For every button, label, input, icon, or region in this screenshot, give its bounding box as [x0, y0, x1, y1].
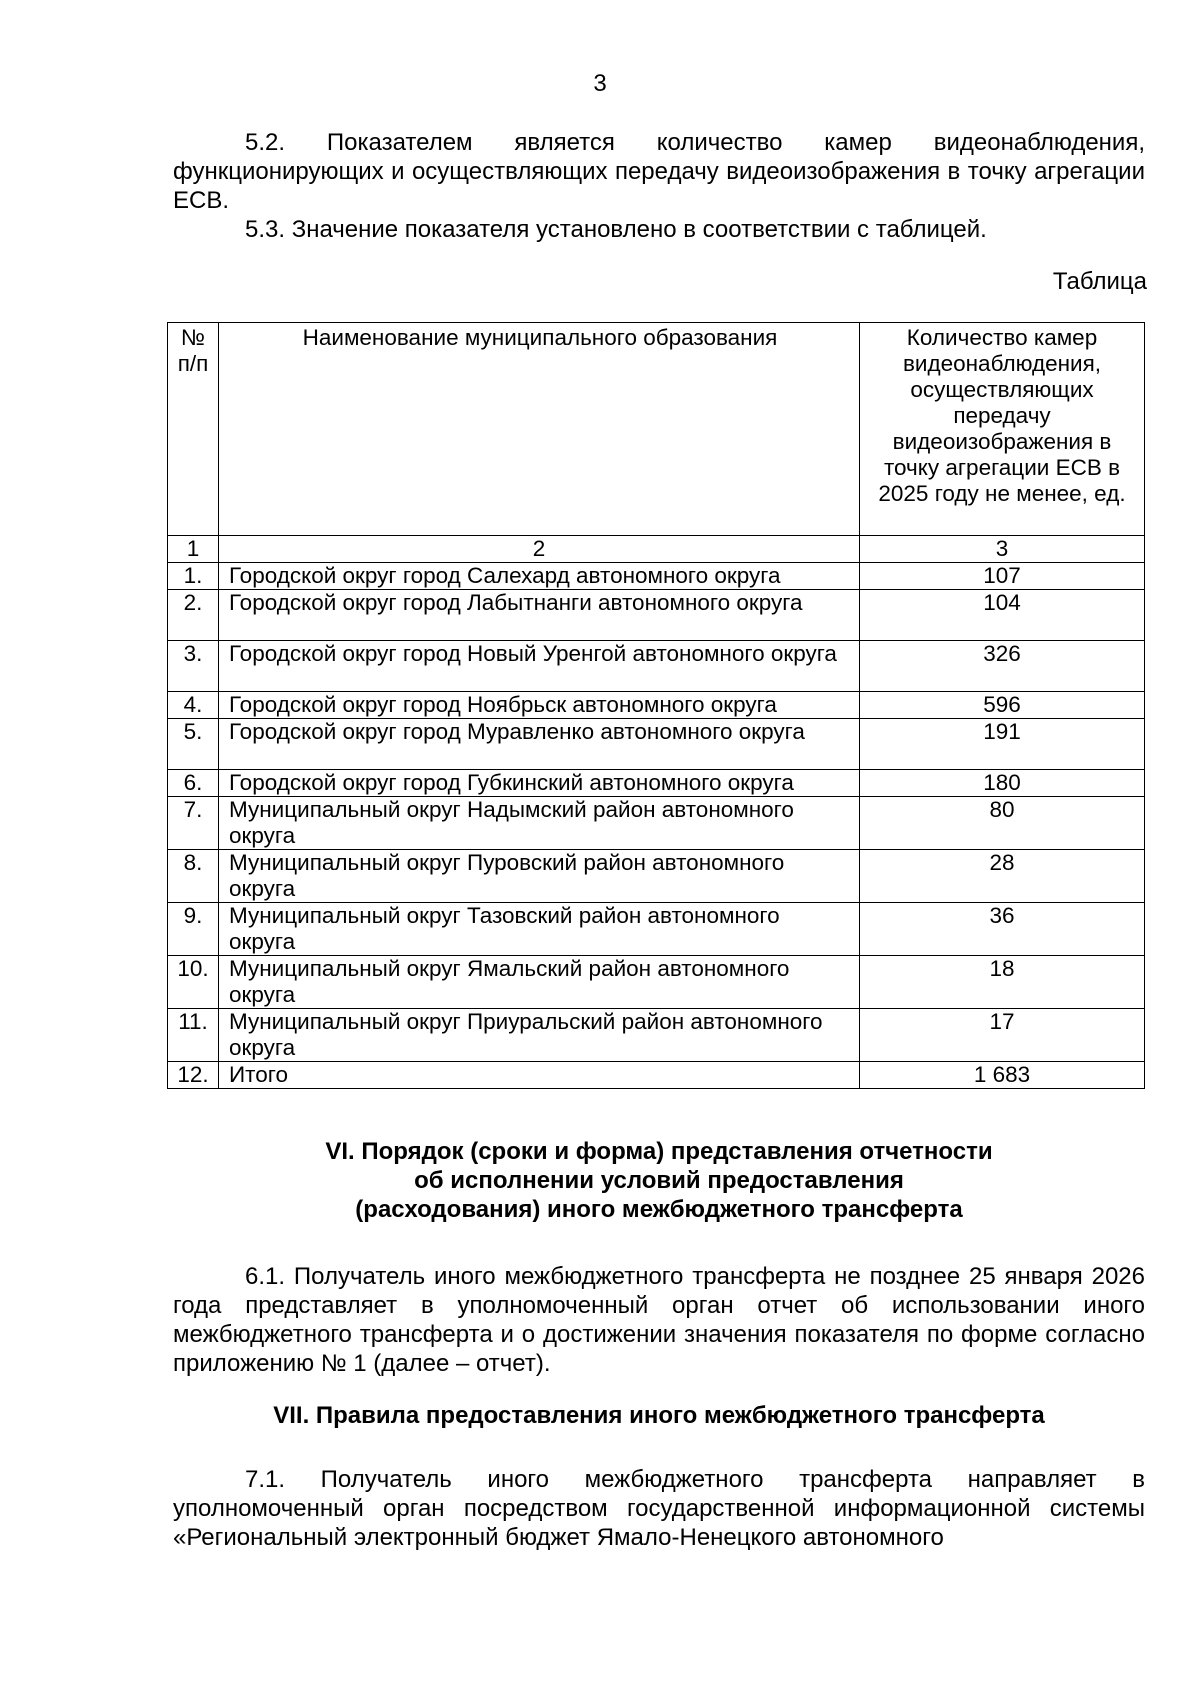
row-name: Городской округ город Муравленко автономного округа: [219, 719, 860, 770]
section-7-heading: VII. Правила предоставления иного межбюджетного трансферта: [273, 1402, 1045, 1429]
table-row: [168, 956, 1145, 1009]
header-col-cameras: Количество камер видеонаблюдения, осуществляющих передачу видеоизображения в точку агрегации ЕСВ в 2025 году не менее, ед.: [860, 323, 1145, 536]
table-header-row: [168, 323, 1145, 536]
paragraph-6-1: 6.1. Получатель иного межбюджетного трансферта не позднее 25 января 2026 года представляет в уполномоченный орган отчет об использовании иного межбюджетного трансферта и о достижении значения показателя по форме согласно приложению № 1 (далее – отчет).: [173, 1263, 1145, 1377]
row-value: 1 683: [860, 1062, 1145, 1089]
row-name: Муниципальный округ Приуральский район автономного округа: [219, 1009, 860, 1062]
column-number-3: 3: [860, 536, 1145, 563]
table-row: [168, 692, 1145, 719]
table-row: [168, 1009, 1145, 1062]
row-number: 4.: [168, 692, 219, 719]
row-value: 107: [860, 563, 1145, 590]
row-number: 3.: [168, 641, 219, 692]
row-value: 104: [860, 590, 1145, 641]
table-row: [168, 797, 1145, 850]
row-number: 12.: [168, 1062, 219, 1089]
table-total-row: [168, 1062, 1145, 1089]
row-name: Муниципальный округ Тазовский район автономного округа: [219, 903, 860, 956]
header-col-name: Наименование муниципального образования: [219, 323, 860, 536]
header-col-number: № п/п: [168, 323, 219, 536]
row-value: 36: [860, 903, 1145, 956]
row-number: 2.: [168, 590, 219, 641]
row-name: Муниципальный округ Надымский район автономного округа: [219, 797, 860, 850]
table-label: Таблица: [1052, 268, 1147, 295]
page-number: 3: [593, 70, 607, 97]
row-value: 18: [860, 956, 1145, 1009]
table-row: [168, 770, 1145, 797]
row-value: 180: [860, 770, 1145, 797]
row-value: 326: [860, 641, 1145, 692]
table-row: [168, 563, 1145, 590]
column-number-2: 2: [219, 536, 860, 563]
row-name: Городской округ город Новый Уренгой автономного округа: [219, 641, 860, 692]
row-number: 10.: [168, 956, 219, 1009]
row-number: 9.: [168, 903, 219, 956]
row-number: 7.: [168, 797, 219, 850]
paragraph-7-1: 7.1. Получатель иного межбюджетного трансферта направляет в уполномоченный орган посредством государственной информационной системы «Региональный электронный бюджет Ямало-Ненецкого автономного: [173, 1466, 1145, 1551]
row-value: 17: [860, 1009, 1145, 1062]
row-name: Муниципальный округ Пуровский район автономного округа: [219, 850, 860, 903]
table-row: [168, 850, 1145, 903]
row-name: Городской округ город Салехард автономного округа: [219, 563, 860, 590]
table-row: [168, 903, 1145, 956]
row-number: 8.: [168, 850, 219, 903]
column-number-1: 1: [168, 536, 219, 563]
row-name: Муниципальный округ Ямальский район автономного округа: [219, 956, 860, 1009]
table-row: [168, 719, 1145, 770]
row-value: 28: [860, 850, 1145, 903]
column-number-row: [168, 536, 1145, 563]
row-name: Итого: [219, 1062, 860, 1089]
row-name: Городской округ город Губкинский автономного округа: [219, 770, 860, 797]
row-number: 1.: [168, 563, 219, 590]
row-name: Городской округ город Ноябрьск автономного округа: [219, 692, 860, 719]
row-value: 80: [860, 797, 1145, 850]
section-6-heading: VI. Порядок (сроки и форма) представления отчетности об исполнении условий предоставления (расходования) иного межбюджетного трансферта: [325, 1138, 993, 1223]
cameras-table: [167, 322, 1145, 1089]
paragraph-5-2: 5.2. Показателем является количество камер видеонаблюдения, функционирующих и осуществляющих передачу видеоизображения в точку агрегации ЕСВ.: [173, 129, 1145, 214]
row-name: Городской округ город Лабытнанги автономного округа: [219, 590, 860, 641]
paragraph-5-3: 5.3. Значение показателя установлено в соответствии с таблицей.: [245, 216, 987, 243]
row-number: 11.: [168, 1009, 219, 1062]
table-row: [168, 641, 1145, 692]
row-value: 596: [860, 692, 1145, 719]
row-value: 191: [860, 719, 1145, 770]
row-number: 5.: [168, 719, 219, 770]
row-number: 6.: [168, 770, 219, 797]
table-row: [168, 590, 1145, 641]
